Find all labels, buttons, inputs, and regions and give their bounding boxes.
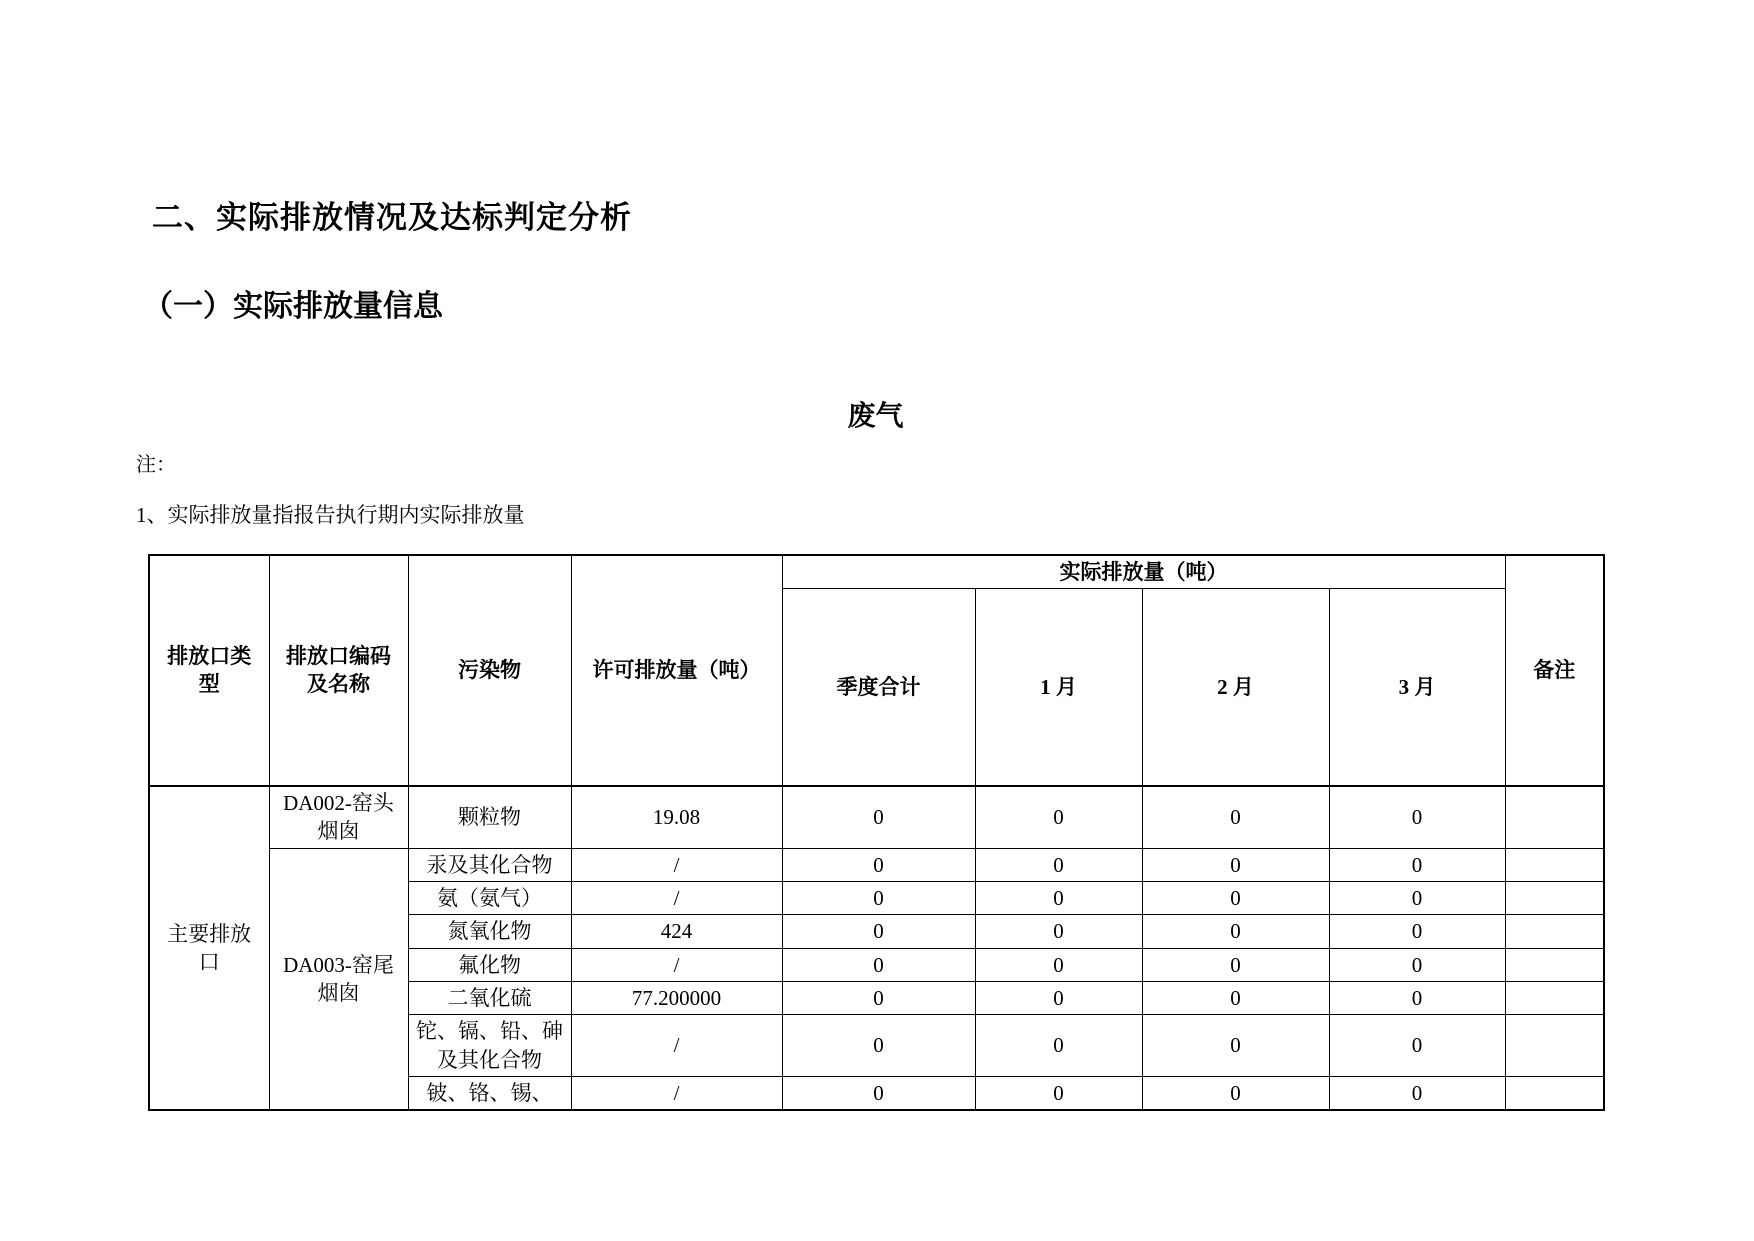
actual-emission-table xyxy=(148,554,1605,1111)
quarter-total-cell: 0 xyxy=(782,848,975,881)
col-header-remark: 备注 xyxy=(1505,555,1604,786)
month-1-cell: 0 xyxy=(975,1076,1142,1110)
month-3-cell: 0 xyxy=(1329,915,1505,948)
pollutant-cell: 铍、铬、锡、 xyxy=(408,1076,571,1110)
month-3-cell: 0 xyxy=(1329,1076,1505,1110)
month-3-cell: 0 xyxy=(1329,948,1505,981)
permitted-amount-cell: / xyxy=(571,881,782,914)
month-3-cell: 0 xyxy=(1329,981,1505,1014)
permitted-amount-cell: / xyxy=(571,848,782,881)
pollutant-cell: 氟化物 xyxy=(408,948,571,981)
col-header-outlet-code-name: 排放口编码及名称 xyxy=(269,555,408,786)
note-label: 注： xyxy=(136,454,176,476)
month-2-cell: 0 xyxy=(1142,848,1329,881)
month-2-cell: 0 xyxy=(1142,981,1329,1014)
subsection-title: （一）实际排放量信息 xyxy=(143,290,443,323)
col-header-outlet-type: 排放口类型 xyxy=(149,555,269,786)
month-1-cell: 0 xyxy=(975,981,1142,1014)
pollutant-cell: 二氧化硫 xyxy=(408,981,571,1014)
month-2-cell: 0 xyxy=(1142,1015,1329,1077)
month-3-cell: 0 xyxy=(1329,881,1505,914)
remark-cell xyxy=(1505,1076,1604,1110)
pollutant-cell: 氨（氨气） xyxy=(408,881,571,914)
col-header-quarter-total: 季度合计 xyxy=(782,589,975,786)
permitted-amount-cell: 77.200000 xyxy=(571,981,782,1014)
month-1-cell: 0 xyxy=(975,786,1142,848)
remark-cell xyxy=(1505,948,1604,981)
section-title: 二、实际排放情况及达标判定分析 xyxy=(152,200,632,236)
table-row xyxy=(149,786,1604,848)
month-2-cell: 0 xyxy=(1142,915,1329,948)
month-1-cell: 0 xyxy=(975,915,1142,948)
note-line-1: 1、实际排放量指报告执行期内实际排放量 xyxy=(136,503,525,527)
col-header-permitted-amount: 许可排放量（吨） xyxy=(571,555,782,786)
outlet-code-cell: DA003-窑尾烟囱 xyxy=(269,848,408,1110)
col-header-month-3: 3 月 xyxy=(1329,589,1505,786)
quarter-total-cell: 0 xyxy=(782,1076,975,1110)
remark-cell xyxy=(1505,915,1604,948)
pollutant-cell: 氮氧化物 xyxy=(408,915,571,948)
quarter-total-cell: 0 xyxy=(782,915,975,948)
permitted-amount-cell: / xyxy=(571,948,782,981)
month-2-cell: 0 xyxy=(1142,948,1329,981)
waste-gas-table-title: 废气 xyxy=(847,401,904,432)
month-3-cell: 0 xyxy=(1329,786,1505,848)
quarter-total-cell: 0 xyxy=(782,981,975,1014)
permitted-amount-cell: 19.08 xyxy=(571,786,782,848)
col-header-month-1: 1 月 xyxy=(975,589,1142,786)
col-header-pollutant: 污染物 xyxy=(408,555,571,786)
month-2-cell: 0 xyxy=(1142,881,1329,914)
quarter-total-cell: 0 xyxy=(782,948,975,981)
month-1-cell: 0 xyxy=(975,948,1142,981)
permitted-amount-cell: / xyxy=(571,1076,782,1110)
permitted-amount-cell: / xyxy=(571,1015,782,1077)
table-header-row-1 xyxy=(149,555,1604,589)
remark-cell xyxy=(1505,1015,1604,1077)
month-3-cell: 0 xyxy=(1329,848,1505,881)
quarter-total-cell: 0 xyxy=(782,786,975,848)
outlet-code-cell: DA002-窑头烟囱 xyxy=(269,786,408,848)
remark-cell xyxy=(1505,848,1604,881)
col-header-month-2: 2 月 xyxy=(1142,589,1329,786)
remark-cell xyxy=(1505,786,1604,848)
month-1-cell: 0 xyxy=(975,848,1142,881)
quarter-total-cell: 0 xyxy=(782,1015,975,1077)
pollutant-cell: 颗粒物 xyxy=(408,786,571,848)
month-1-cell: 0 xyxy=(975,1015,1142,1077)
outlet-type-cell: 主要排放口 xyxy=(149,786,269,1110)
month-2-cell: 0 xyxy=(1142,786,1329,848)
quarter-total-cell: 0 xyxy=(782,881,975,914)
month-1-cell: 0 xyxy=(975,881,1142,914)
remark-cell xyxy=(1505,981,1604,1014)
month-2-cell: 0 xyxy=(1142,1076,1329,1110)
remark-cell xyxy=(1505,881,1604,914)
month-3-cell: 0 xyxy=(1329,1015,1505,1077)
permitted-amount-cell: 424 xyxy=(571,915,782,948)
pollutant-cell: 汞及其化合物 xyxy=(408,848,571,881)
pollutant-cell: 铊、镉、铅、砷及其化合物 xyxy=(408,1015,571,1077)
col-header-actual-amount-group: 实际排放量（吨） xyxy=(782,555,1505,589)
table-row xyxy=(149,848,1604,881)
